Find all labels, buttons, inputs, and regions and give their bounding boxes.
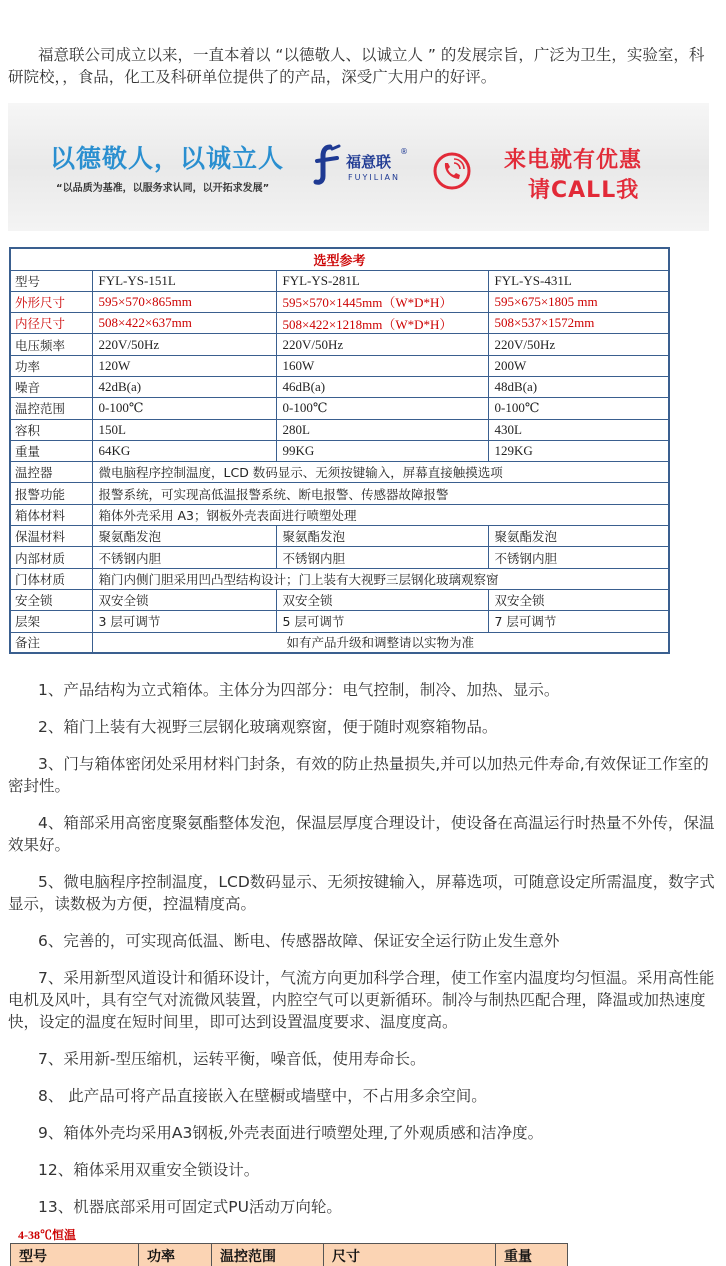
table-row: [10, 270, 669, 291]
table-row: [10, 355, 669, 376]
row-label: 温控范围: [10, 398, 92, 419]
table-row: [10, 376, 669, 397]
row-label: 噪音: [10, 376, 92, 397]
feature-item: 5、微电脑程序控制温度，LCD数码显示、无须按键输入，屏幕选项，可随意设定所需温度，数字式显示，读数极为方便，控温精度高。: [8, 873, 715, 913]
column-header: 型号: [11, 1244, 139, 1266]
cell: 220V/50Hz: [488, 334, 669, 355]
row-label: 备注: [10, 632, 92, 653]
row-label: 保温材料: [10, 526, 92, 547]
cell: 双安全锁: [488, 589, 669, 610]
constant-temp-table: [10, 1243, 568, 1266]
table-row: [10, 526, 669, 547]
cell: 430L: [488, 419, 669, 440]
table-row: [10, 547, 669, 568]
table-row: [10, 334, 669, 355]
cell: 3 层可调节: [92, 611, 276, 632]
cell: 箱体外壳采用 A3；钢板外壳表面进行喷塑处理: [92, 504, 669, 525]
table-row: [10, 419, 669, 440]
cell: 508×422×1218mm（W*D*H）: [276, 313, 488, 334]
row-label: 报警功能: [10, 483, 92, 504]
row-label: 内径尺寸: [10, 313, 92, 334]
cell: 220V/50Hz: [92, 334, 276, 355]
spec-title-row: [10, 248, 669, 270]
cell: 聚氨酯发泡: [276, 526, 488, 547]
cell: 聚氨酯发泡: [488, 526, 669, 547]
table-row: [10, 483, 669, 504]
cell: 595×675×1805 mm: [488, 291, 669, 312]
row-label: 温控器: [10, 462, 92, 483]
table-header-row: [11, 1244, 568, 1266]
cell: 280L: [276, 419, 488, 440]
table-row: [10, 291, 669, 312]
cell: 595×570×865mm: [92, 291, 276, 312]
cell: 如有产品升级和调整请以实物为准: [92, 632, 669, 653]
column-header: 重量: [496, 1244, 568, 1266]
table-row: [10, 504, 669, 525]
cell: 双安全锁: [92, 589, 276, 610]
promo-banner: [8, 103, 709, 231]
phone-icon: [432, 151, 472, 191]
feature-item: 1、产品结构为立式箱体。主体分为四部分：电气控制，制冷、加热、显示。: [38, 681, 560, 699]
cell: 0-100℃: [92, 398, 276, 419]
cell: 42dB(a): [92, 376, 276, 397]
spec-title: 选型参考: [10, 248, 669, 270]
constant-temp-title: 4-38℃恒温: [18, 1228, 76, 1242]
feature-item: 6、完善的，可实现高低温、断电、传感器故障、保证安全运行防止发生意外: [38, 932, 560, 950]
cell: 不锈钢内胆: [276, 547, 488, 568]
column-header: 温控范围: [212, 1244, 324, 1266]
feature-item: 7、采用新-型压缩机，运转平衡，噪音低，使用寿命长。: [38, 1050, 426, 1068]
feature-list: [8, 679, 716, 1218]
cell: 5 层可调节: [276, 611, 488, 632]
row-label: 层架: [10, 611, 92, 632]
table-row: [10, 589, 669, 610]
table-row: [10, 611, 669, 632]
cell: 46dB(a): [276, 376, 488, 397]
row-label: 型号: [10, 270, 92, 291]
cell: 99KG: [276, 440, 488, 461]
cell: 微电脑程序控制温度，LCD 数码显示、无须按键输入，屏幕直接触摸选项: [92, 462, 669, 483]
fuyilian-logo-icon: [313, 144, 343, 186]
feature-item: 8、 此产品可将产品直接嵌入在壁橱或墙壁中，不占用多余空间。: [38, 1087, 487, 1105]
cell: 200W: [488, 355, 669, 376]
feature-item: 13、机器底部采用可固定式PU活动万向轮。: [38, 1198, 342, 1216]
row-label: 功率: [10, 355, 92, 376]
cell: FYL-YS-151L: [92, 270, 276, 291]
cell: 220V/50Hz: [276, 334, 488, 355]
cell: 508×422×637mm: [92, 313, 276, 334]
row-label: 重量: [10, 440, 92, 461]
spec-table: [9, 247, 670, 654]
feature-item: 9、箱体外壳均采用A3钢板,外壳表面进行喷塑处理,了外观质感和洁净度。: [38, 1124, 544, 1142]
table-row: [10, 313, 669, 334]
call-promo-line1: 来电就有优惠: [504, 148, 643, 173]
cell: 595×570×1445mm（W*D*H）: [276, 291, 488, 312]
cell: 报警系统，可实现高低温报警系统、断电报警、传感器故障报警: [92, 483, 669, 504]
logo-name-en: FUYILIAN: [348, 173, 400, 182]
table-row: [10, 568, 669, 589]
cell: 508×537×1572mm: [488, 313, 669, 334]
banner-sub-slogan: “以品质为基准，以服务求认同，以开拓求发展”: [56, 183, 270, 194]
column-header: 尺寸: [324, 1244, 496, 1266]
cell: 120W: [92, 355, 276, 376]
logo-registered-mark: ®: [400, 147, 408, 156]
row-label: 箱体材料: [10, 504, 92, 525]
feature-item: 12、箱体采用双重安全锁设计。: [38, 1161, 260, 1179]
cell: 48dB(a): [488, 376, 669, 397]
feature-item: 2、箱门上装有大视野三层钢化玻璃观察窗，便于随时观察箱物品。: [38, 718, 498, 736]
cell: 聚氨酯发泡: [92, 526, 276, 547]
cell: FYL-YS-431L: [488, 270, 669, 291]
cell: 129KG: [488, 440, 669, 461]
logo-name-cn: 福意联: [346, 153, 392, 171]
row-label: 内部材质: [10, 547, 92, 568]
row-label: 安全锁: [10, 589, 92, 610]
row-label: 容积: [10, 419, 92, 440]
cell: 160W: [276, 355, 488, 376]
cell: 64KG: [92, 440, 276, 461]
table-row: [10, 632, 669, 653]
cell: 不锈钢内胆: [488, 547, 669, 568]
table-row: [10, 398, 669, 419]
banner-slogan: 以德敬人，以诚立人: [50, 144, 285, 173]
feature-item: 4、箱部采用高密度聚氨酯整体发泡，保温层厚度合理设计，使设备在高温运行时热量不外传，保温效果好。: [8, 814, 715, 854]
feature-item: 3、门与箱体密闭处采用材料门封条，有效的防止热量损失,并可以加热元件寿命,有效保证工作室的密封性。: [8, 755, 709, 795]
cell: 不锈钢内胆: [92, 547, 276, 568]
column-header: 功率: [139, 1244, 212, 1266]
feature-item: 7、采用新型风道设计和循环设计，气流方向更加科学合理，使工作室内温度均匀恒温。采用高性能电机及风叶，具有空气对流微风装置，内腔空气可以更新循环。制冷与制热匹配合理，降温或加热速度快，设定的温度在短时间里，即可达到设置温度要求、温度度高。: [8, 969, 715, 1031]
table-row: [10, 440, 669, 461]
cell: FYL-YS-281L: [276, 270, 488, 291]
cell: 150L: [92, 419, 276, 440]
cell: 双安全锁: [276, 589, 488, 610]
row-label: 门体材质: [10, 568, 92, 589]
cell: 0-100℃: [276, 398, 488, 419]
call-promo-line2: 请CALL我: [528, 178, 640, 203]
cell: 箱门内侧门胆采用凹凸型结构设计；门上装有大视野三层钢化玻璃观察窗: [92, 568, 669, 589]
row-label: 外形尺寸: [10, 291, 92, 312]
row-label: 电压频率: [10, 334, 92, 355]
intro-paragraph: 福意联公司成立以来，一直本着以 “以德敬人、以诚立人 ” 的发展宗旨，广泛为卫生，实验室，科研院校，，食品，化工及科研单位提供了的产品，深受广大用户的好评。: [8, 46, 705, 86]
cell: 0-100℃: [488, 398, 669, 419]
cell: 7 层可调节: [488, 611, 669, 632]
table-row: [10, 462, 669, 483]
